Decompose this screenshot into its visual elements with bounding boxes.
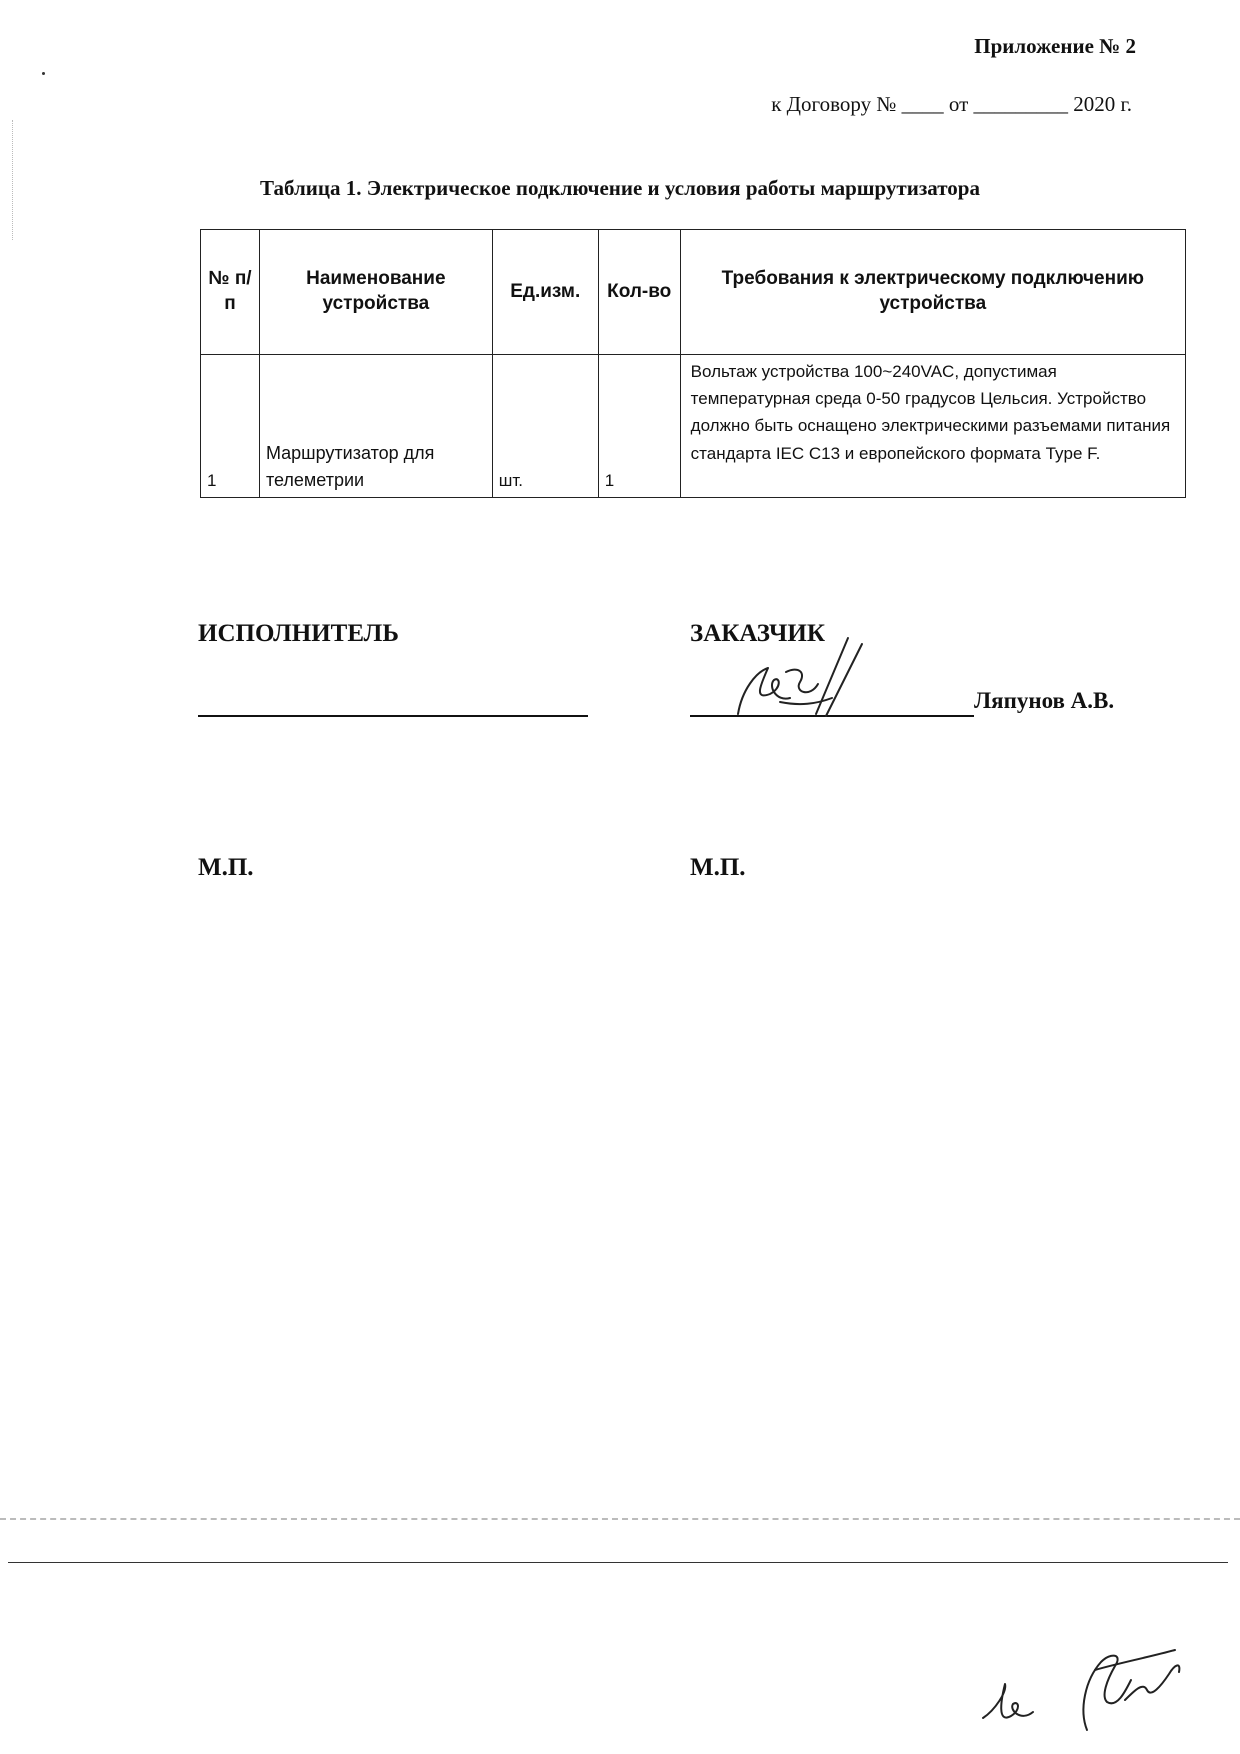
table-row bbox=[201, 355, 1186, 498]
customer-stamp-label: М.П. bbox=[690, 854, 746, 881]
requirements-table bbox=[200, 229, 1186, 498]
col-header-name: Наименование устройства bbox=[259, 230, 492, 355]
col-header-requirements: Требования к электрическому подключению устройства bbox=[680, 230, 1185, 355]
contract-reference: к Договору № ____ от _________ 2020 г. bbox=[771, 92, 1132, 116]
executor-stamp-label: М.П. bbox=[198, 854, 254, 881]
cell-qty: 1 bbox=[598, 355, 680, 498]
table-header-row bbox=[201, 230, 1186, 355]
page-bottom-rule bbox=[8, 1562, 1228, 1563]
cell-requirements: Вольтаж устройства 100~240VAC, допустимая температурная среда 0-50 градусов Цельсия. Устройство должно быть оснащено электрическими разъемами питания стандарта IEC C13 и европейского формата Type F. bbox=[680, 355, 1185, 498]
scan-edge-marks bbox=[12, 120, 15, 240]
scan-dashed-line bbox=[0, 1518, 1240, 1520]
customer-signature bbox=[720, 632, 870, 724]
initials-signature bbox=[975, 1640, 1195, 1740]
table-title: Таблица 1. Электрическое подключение и условия работы маршрутизатора bbox=[260, 176, 980, 200]
cell-number: 1 bbox=[201, 355, 260, 498]
col-header-unit: Ед.изм. bbox=[492, 230, 598, 355]
cell-unit: шт. bbox=[492, 355, 598, 498]
executor-signature-line bbox=[198, 715, 588, 717]
customer-signer-name: Ляпунов А.В. bbox=[974, 688, 1115, 713]
appendix-number: Приложение № 2 bbox=[974, 34, 1136, 58]
customer-label: ЗАКАЗЧИК bbox=[690, 620, 825, 647]
col-header-qty: Кол-во bbox=[598, 230, 680, 355]
scan-speck bbox=[42, 72, 45, 75]
col-header-number: № п/п bbox=[201, 230, 260, 355]
executor-label: ИСПОЛНИТЕЛЬ bbox=[198, 620, 399, 647]
cell-device-name: Маршрутизатор для телеметрии bbox=[259, 355, 492, 498]
